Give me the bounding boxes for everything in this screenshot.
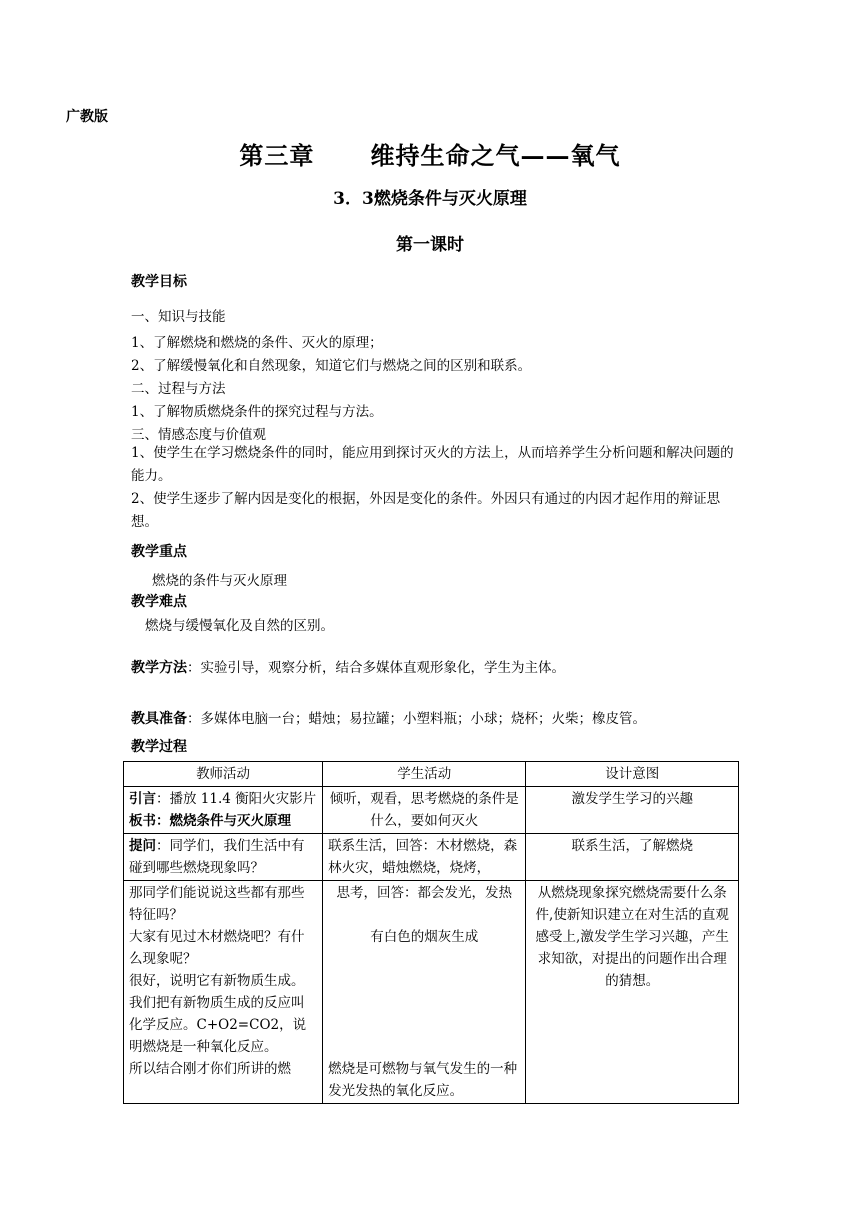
header-design: 设计意图 xyxy=(526,762,739,787)
publisher-label: 广教版 xyxy=(66,109,108,125)
teaching-process-table xyxy=(123,761,739,1104)
equipment-text: ：多媒体电脑一台；蜡烛；易拉罐；小塑料瓶；小球；烧杯；火柴；橡皮管。 xyxy=(187,711,646,727)
teacher-cell xyxy=(124,787,323,834)
design-cell: 从燃烧现象探究燃烧需要什么条件,使新知识建立在对生活的直观感受上,激发学生学习兴趣，产生求知欲，对提出的问题作出合理的猜想。 xyxy=(526,881,739,1104)
table-row xyxy=(124,881,739,1104)
teacher-text-1: 那同学们能说说这些都有那些特征吗？ xyxy=(129,885,305,923)
key-points-text: 燃烧的条件与灭火原理 xyxy=(152,573,287,589)
teacher-cell xyxy=(124,834,323,881)
key-points-heading: 教学重点 xyxy=(131,544,187,560)
student-cell: 联系生活，回答：木材燃烧，森林火灾，蜡烛燃烧，烧烤， xyxy=(323,834,526,881)
emotion-item-1: 1、使学生在学习燃烧条件的同时，能应用到探讨灭火的方法上，从而培养学生分析问题和解决问题的能力。 xyxy=(131,445,734,484)
student-text-1: 思考，回答：都会发光，发热 xyxy=(336,885,513,901)
equipment-heading: 教具准备 xyxy=(131,711,187,727)
lesson-title: 第一课时 xyxy=(396,235,464,255)
student-cell xyxy=(323,881,526,1104)
emotion-heading: 三、情感态度与价值观 xyxy=(131,427,266,443)
table-header-row xyxy=(124,762,739,787)
knowledge-item-2: 2、了解缓慢氧化和自然现象，知道它们与燃烧之间的区别和联系。 xyxy=(131,358,532,374)
table-row xyxy=(124,787,739,834)
objectives-heading: 教学目标 xyxy=(131,274,187,290)
knowledge-item-1: 1、了解燃烧和燃烧的条件、灭火的原理； xyxy=(131,335,383,351)
design-cell: 激发学生学习的兴趣 xyxy=(526,787,739,834)
intro-label: 引言 xyxy=(129,791,156,807)
student-cell: 倾听，观看，思考燃烧的条件是什么，要如何灭火 xyxy=(323,787,526,834)
header-teacher: 教师活动 xyxy=(124,762,323,787)
teacher-text-3: 很好，说明它有新物质生成。我们把有新物质生成的反应叫化学反应。C+O2=CO2，说明燃烧是一种氧化反应。 xyxy=(129,973,307,1055)
header-student: 学生活动 xyxy=(323,762,526,787)
intro-text: ：播放 11.4 衡阳火灾影片 xyxy=(156,791,317,807)
teacher-text-4: 所以结合刚才你们所讲的燃 xyxy=(129,1061,291,1077)
teacher-text-2: 大家有见过木材燃烧吧？有什么现象呢？ xyxy=(129,929,305,967)
blackboard-label: 板书：燃烧条件与灭火原理 xyxy=(129,813,291,829)
equipment-line xyxy=(131,707,646,728)
question-label: 提问 xyxy=(129,838,156,854)
knowledge-heading: 一、知识与技能 xyxy=(131,309,226,325)
difficulties-heading: 教学难点 xyxy=(131,594,187,610)
student-text-3: 燃烧是可燃物与氧气发生的一种发光发热的氧化反应。 xyxy=(328,1061,518,1099)
method-heading: 教学方法 xyxy=(131,660,187,676)
emotion-item-2: 2、使学生逐步了解内因是变化的根据，外因是变化的条件。外因只有通过的内因才起作用的辩证思想。 xyxy=(131,491,721,530)
method-text: ：实验引导，观察分析，结合多媒体直观形象化，学生为主体。 xyxy=(187,660,565,676)
method-line xyxy=(131,656,565,677)
table-row xyxy=(124,834,739,881)
process-item-1: 1、了解物质燃烧条件的探究过程与方法。 xyxy=(131,404,383,420)
difficulties-text: 燃烧与缓慢氧化及自然的区别。 xyxy=(145,618,334,634)
process-table-heading: 教学过程 xyxy=(131,739,187,755)
process-heading: 二、过程与方法 xyxy=(131,381,226,397)
student-text-2: 有白色的烟灰生成 xyxy=(370,929,479,945)
design-cell: 联系生活，了解燃烧 xyxy=(526,834,739,881)
question-text: ：同学们，我们生活中有碰到哪些燃烧现象吗？ xyxy=(129,838,305,876)
chapter-title: 第三章 维持生命之气——氧气 xyxy=(239,141,621,170)
section-title: 3．3燃烧条件与灭火原理 xyxy=(333,189,527,209)
teacher-cell xyxy=(124,881,323,1104)
